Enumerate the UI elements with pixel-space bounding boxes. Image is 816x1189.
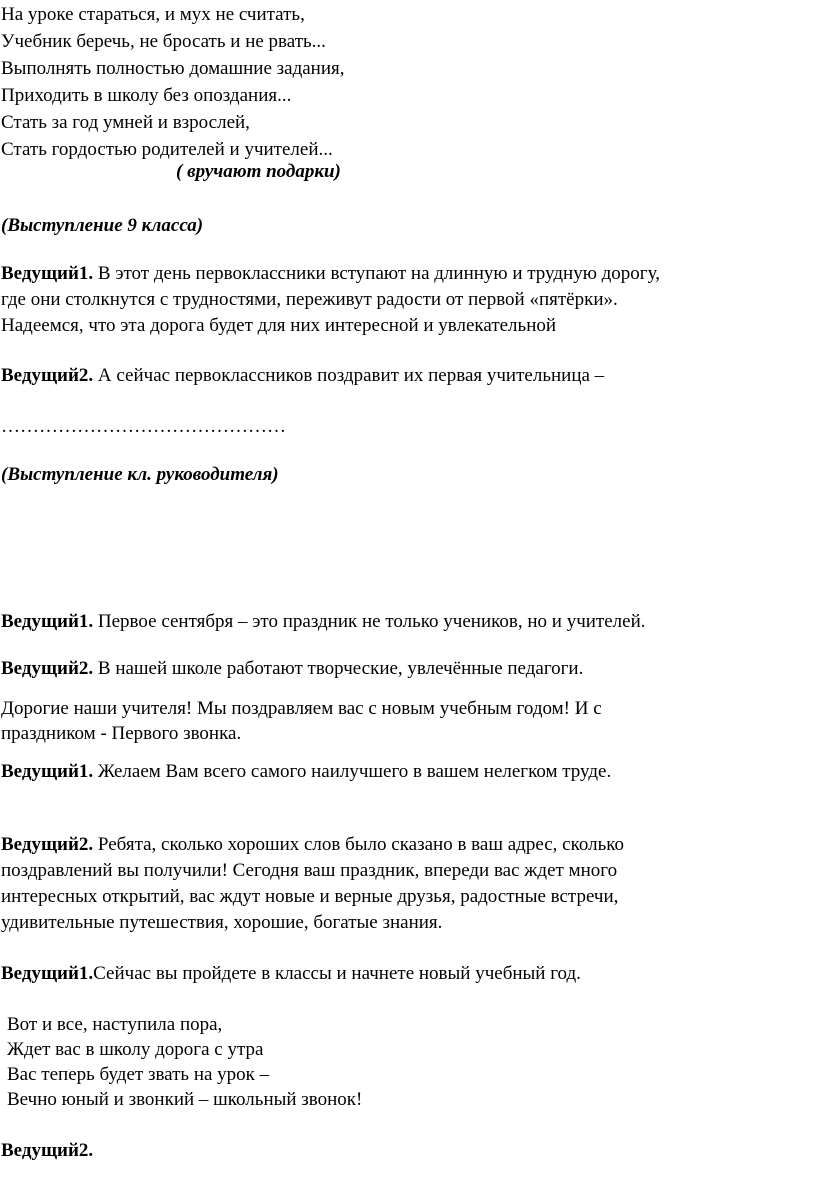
- paragraph-7-line-4: удивительные путешествия, хорошие, богатые знания.: [1, 912, 443, 933]
- speaker-label: Ведущий2.: [1, 365, 94, 386]
- poem2-line-3: Вас теперь будет звать на урок –: [7, 1064, 270, 1085]
- poem-line-1: На уроке стараться, и мух не считать,: [1, 4, 305, 25]
- speaker-label: Ведущий2.: [1, 658, 94, 679]
- paragraph-3: [1, 610, 646, 634]
- teacher-note: (Выступление кл. руководителя): [1, 464, 279, 485]
- paragraph-text: Желаем Вам всего самого наилучшего в вашем нелегком труде.: [93, 761, 612, 782]
- speaker-label: Ведущий1.: [1, 263, 94, 284]
- poem2-line-2: Ждет вас в школу дорога с утра: [7, 1039, 264, 1060]
- paragraph-1: [1, 262, 660, 286]
- paragraph-text: Первое сентября – это праздник не только учеников, но и учителей.: [93, 611, 646, 632]
- paragraph-1-line-2: где они столкнутся с трудностями, переживут радости от первой «пятёрки».: [1, 289, 618, 310]
- ninth-grade-note: (Выступление 9 класса): [1, 215, 204, 236]
- poem2-line-4: Вечно юный и звонкий – школьный звонок!: [7, 1089, 363, 1110]
- poem-line-5: Стать за год умней и взрослей,: [1, 112, 250, 133]
- speaker-label: Ведущий2.: [1, 834, 94, 855]
- gifts-note: ( вручают подарки): [176, 161, 341, 182]
- paragraph-4: [1, 657, 583, 681]
- speaker-label: Ведущий1.: [1, 611, 94, 632]
- poem2-line-1: Вот и все, наступила пора,: [7, 1014, 223, 1035]
- speaker-label: Ведущий1.: [1, 761, 94, 782]
- paragraph-text: Ребята, сколько хороших слов было сказано в ваш адрес, сколько: [93, 834, 625, 855]
- paragraph-5-line-1: Дорогие наши учителя! Мы поздравляем вас с новым учебным годом! И с: [1, 698, 602, 719]
- paragraph-text: Сейчас вы пройдете в классы и начнете новый учебный год.: [93, 963, 581, 984]
- final-speaker-label: Ведущий2.: [1, 1140, 94, 1161]
- paragraph-7: [1, 833, 624, 857]
- paragraph-1-line-3: Надеемся, что эта дорога будет для них интересной и увлекательной: [1, 315, 557, 336]
- paragraph-7-line-3: интересных открытий, вас ждут новые и верные друзья, радостные встречи,: [1, 886, 619, 907]
- paragraph-7-line-2: поздравлений вы получили! Сегодня ваш праздник, впереди вас ждет много: [1, 860, 618, 881]
- poem-line-6: Стать гордостью родителей и учителей...: [1, 139, 333, 160]
- paragraph-6: [1, 760, 611, 784]
- paragraph-5-line-2: праздником - Первого звонка.: [1, 723, 242, 744]
- paragraph-8: [1, 962, 581, 986]
- poem-line-3: Выполнять полностью домашние задания,: [1, 58, 345, 79]
- poem-line-2: Учебник беречь, не бросать и не рвать...: [1, 31, 326, 52]
- poem-line-4: Приходить в школу без опоздания...: [1, 85, 292, 106]
- paragraph-text: В нашей школе работают творческие, увлечённые педагоги.: [93, 658, 584, 679]
- paragraph-text: В этот день первоклассники вступают на длинную и трудную дорогу,: [93, 263, 660, 284]
- speaker-label: Ведущий1.: [1, 963, 94, 984]
- paragraph-text: А сейчас первоклассников поздравит их первая учительница –: [93, 365, 605, 386]
- paragraph-2: [1, 364, 604, 388]
- dotted-placeholder: ………………………………………: [1, 416, 286, 437]
